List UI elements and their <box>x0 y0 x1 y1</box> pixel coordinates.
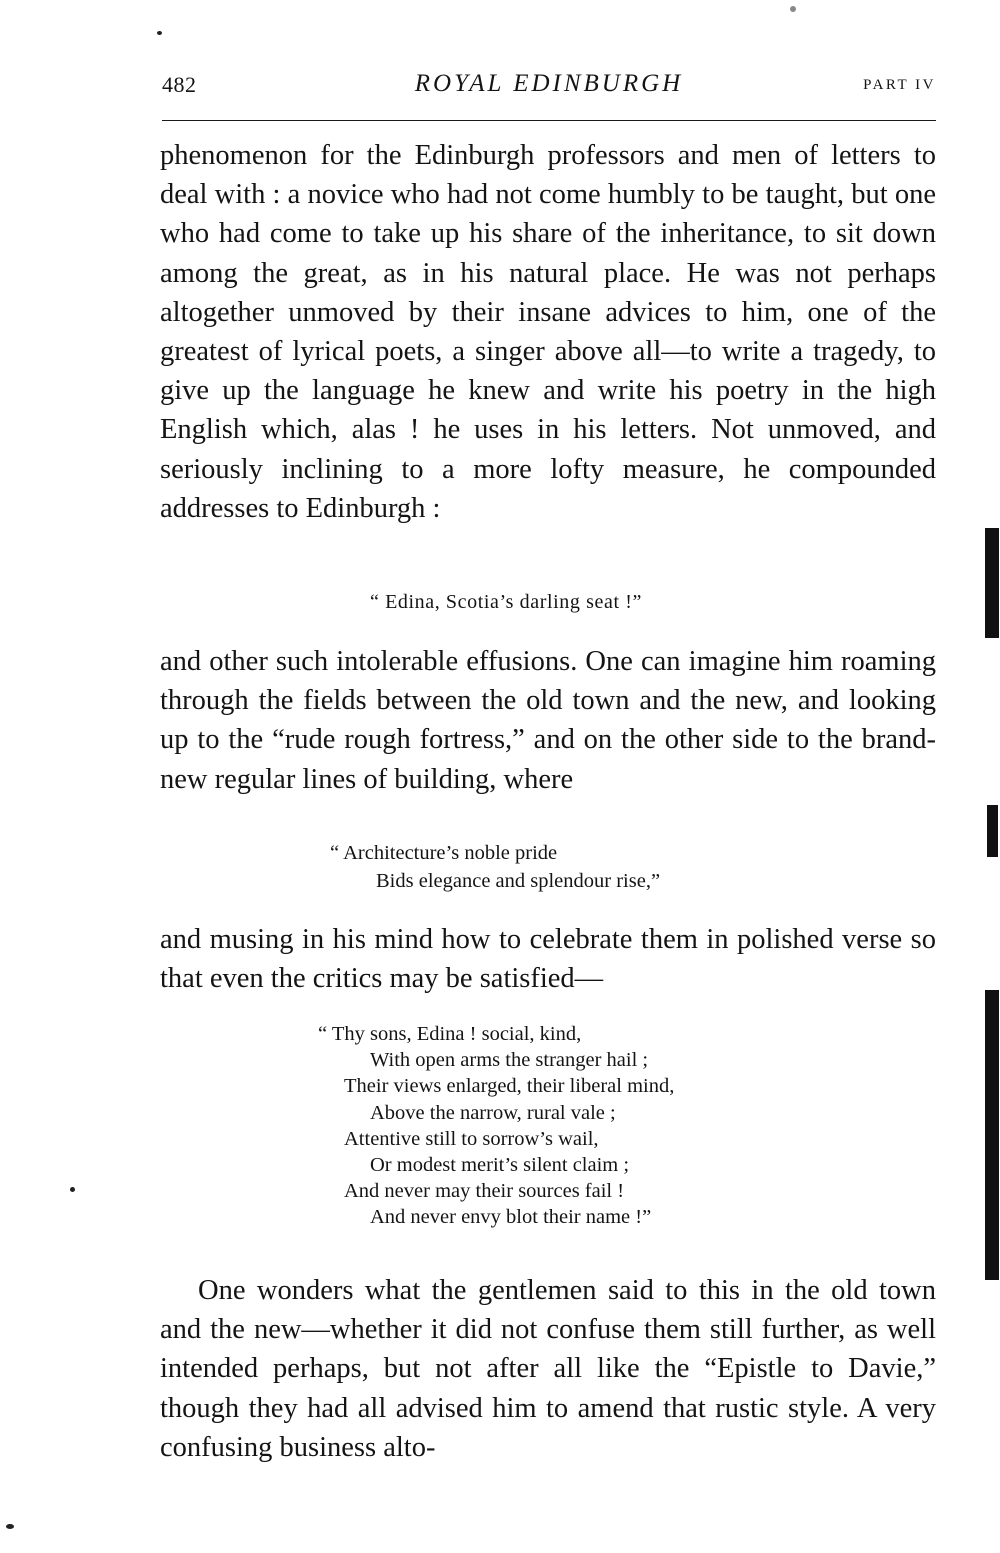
scan-speck <box>70 1187 75 1192</box>
verse-line: Attentive still to sorrow’s wail, <box>344 1127 599 1150</box>
running-title: ROYAL EDINBURGH <box>414 70 684 97</box>
scan-edge-mark <box>985 528 999 638</box>
paragraph-3: and musing in his mind how to celebrate them in polished verse so that even the critics may be satisfied— <box>160 924 936 995</box>
verse-line: And never envy blot their name !” <box>370 1206 652 1229</box>
verse-line: Above the narrow, rural vale ; <box>370 1101 616 1124</box>
scan-speck <box>6 1524 14 1529</box>
paragraph-1: phenomenon for the Edinburgh professors and men of letters to deal with : a novice who had not come humbly to be taught, but one who had come to take up his share of the inheritance, to sit down among the great, as in his natural place. He was not perhaps altogether unmoved by their insane advices to him, one of the greatest of lyrical poets, a singer above all—to write a tragedy, to give up the language he knew and write his poetry in the high English which, alas ! he uses in his letters. Not unmoved, and seriously inclining to a more lofty measure, he compounded addresses to Edinburgh : <box>160 140 936 524</box>
scan-speck <box>157 31 162 35</box>
paragraph-2: and other such intolerable effusions. One can imagine him roaming through the fields between the old town and the new, and looking up to the “rude rough fortress,” and on the other side to the brand-new regular lines of building, where <box>160 646 936 795</box>
scan-edge-mark <box>987 805 998 857</box>
verse-line: Bids elegance and splendour rise,” <box>376 870 661 892</box>
scan-speck <box>790 6 796 12</box>
page-header <box>162 68 936 108</box>
verse-line: And never may their sources fail ! <box>344 1180 625 1203</box>
verse-quote-2 <box>330 839 660 895</box>
page-number: 482 <box>162 72 197 97</box>
scan-edge-mark <box>985 990 999 1280</box>
paragraph-4: One wonders what the gentlemen said to this in the old town and the new—whether it did not confuse them still further, as well intended perhaps, but not after all like the “Epistle to Davie,” though they had all advised him to amend that rustic style. A very confusing business alto- <box>160 1275 936 1463</box>
verse-line: Their views enlarged, their liberal mind, <box>344 1075 675 1098</box>
verse-line: “ Thy sons, Edina ! social, kind, <box>318 1023 582 1045</box>
verse-quote-3 <box>318 1021 674 1231</box>
verse-line: “ Architecture’s noble pride <box>330 842 558 864</box>
verse-line: Or modest merit’s silent claim ; <box>370 1154 630 1177</box>
part-label: PART IV <box>863 77 936 93</box>
header-rule <box>162 120 936 121</box>
verse-line: With open arms the stranger hail ; <box>370 1049 649 1072</box>
verse-quote-1 <box>370 591 642 614</box>
verse-line: “ Edina, Scotia’s darling seat !” <box>370 591 642 613</box>
